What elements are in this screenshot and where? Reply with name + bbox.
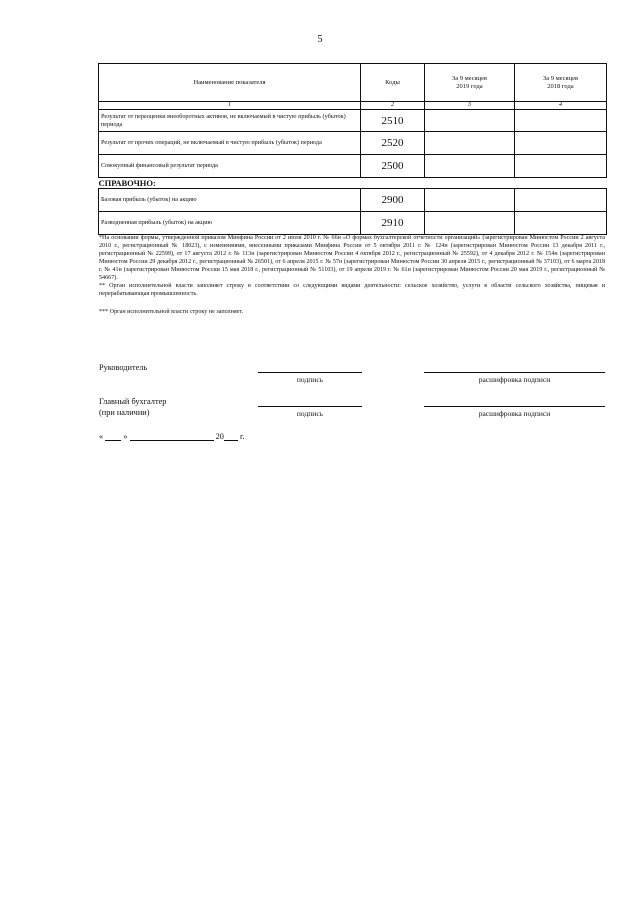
accountant-decoding-caption: расшифровка подписи bbox=[478, 409, 551, 418]
header-code: Коды bbox=[361, 64, 425, 102]
accountant-decoding-line[interactable] bbox=[424, 406, 605, 407]
header-period-prev: За 9 месяцев 2018 года bbox=[515, 64, 607, 102]
financial-results-table bbox=[98, 63, 607, 235]
row-name: Разводненная прибыль (убыток) на акцию bbox=[99, 212, 361, 235]
date-field bbox=[99, 432, 245, 441]
table-row bbox=[99, 212, 607, 235]
accountant-label-note: (при наличии) bbox=[99, 408, 150, 417]
head-decoding-line[interactable] bbox=[424, 372, 605, 373]
head-signature-caption: подпись bbox=[296, 375, 324, 384]
row-value-current[interactable] bbox=[425, 110, 515, 132]
table-row bbox=[99, 155, 607, 178]
col-number: 4 bbox=[515, 102, 607, 110]
row-value-prev[interactable] bbox=[515, 155, 607, 178]
row-code: 2500 bbox=[361, 155, 425, 178]
row-name: Базовая прибыль (убыток) на акцию bbox=[99, 189, 361, 212]
row-name: Результат от переоценки внеоборотных активов, не включаемый в чистую прибыль (убыток) периода bbox=[99, 110, 361, 132]
date-year-suffix: г. bbox=[240, 432, 245, 441]
row-value-current[interactable] bbox=[425, 132, 515, 155]
col-number: 1 bbox=[99, 102, 361, 110]
accountant-label: Главный бухгалтер bbox=[99, 397, 167, 406]
row-value-current[interactable] bbox=[425, 155, 515, 178]
row-value-current[interactable] bbox=[425, 189, 515, 212]
row-value-current[interactable] bbox=[425, 212, 515, 235]
row-name: Совокупный финансовый результат периода bbox=[99, 155, 361, 178]
date-day-blank[interactable] bbox=[105, 432, 121, 441]
accountant-signature-line[interactable] bbox=[258, 406, 362, 407]
table-row bbox=[99, 189, 607, 212]
row-code: 2910 bbox=[361, 212, 425, 235]
col-number: 2 bbox=[361, 102, 425, 110]
col-number: 3 bbox=[425, 102, 515, 110]
table-row bbox=[99, 132, 607, 155]
header-name: Наименование показателя bbox=[99, 64, 361, 102]
row-value-prev[interactable] bbox=[515, 212, 607, 235]
header-period-current: За 9 месяцев 2019 года bbox=[425, 64, 515, 102]
row-name: Результат от прочих операций, не включаемый в чистую прибыль (убыток) периода bbox=[99, 132, 361, 155]
row-code: 2510 bbox=[361, 110, 425, 132]
column-numbers-row bbox=[99, 102, 607, 110]
row-code: 2520 bbox=[361, 132, 425, 155]
date-month-blank[interactable] bbox=[130, 432, 214, 441]
table-row bbox=[99, 110, 607, 132]
head-decoding-caption: расшифровка подписи bbox=[478, 375, 551, 384]
row-value-prev[interactable] bbox=[515, 110, 607, 132]
date-open-quote: « bbox=[99, 432, 104, 441]
row-value-prev[interactable] bbox=[515, 132, 607, 155]
footnote-3: *** Орган исполнительной власти строку не заполняет. bbox=[99, 309, 244, 315]
date-close-quote: » bbox=[123, 432, 128, 441]
row-code: 2900 bbox=[361, 189, 425, 212]
date-year-prefix: 20 bbox=[215, 432, 224, 441]
accountant-signature-caption: подпись bbox=[296, 409, 324, 418]
row-value-prev[interactable] bbox=[515, 189, 607, 212]
head-label: Руководитель bbox=[99, 363, 148, 372]
date-year-blank[interactable] bbox=[224, 432, 238, 441]
section-title: СПРАВОЧНО: bbox=[99, 178, 607, 189]
section-row bbox=[99, 178, 607, 189]
page-number: 5 bbox=[317, 34, 323, 45]
footnote-1: *На основании формы, утвержденной приказом Минфина России от 2 июля 2010 г. № 66н «О формах бухгалтерской отчетности организаций» (зарегистрирован Минюстом России 2 августа 2010 г., регистрационный № 18023), с изменениями, внесенными приказами Минфина России от 5 октября 2011 г. № 124н (зарегистрирован Минюстом России 13 декабря 2011 г., регистрационный № 22599), от 17 августа 2012 г. № 113н (зарегистрирован Минюстом России 4 октября 2012 г., регистрационный № 25592), от 4 декабря 2012 г. № 154н (зарегистрирован Минюстом России 29 декабря 2012 г., регистрационный № 26501), от 6 апреля 2015 г. № 57н (зарегистрирован Минюстом России 30 апреля 2015 г., регистрационный № 37103), от 6 марта 2018 г. № 41н (зарегистрирован Минюстом России 15 мая 2018 г., регистрационный № 51103), от 19 апреля 2019 г. № 61н (зарегистрирован Минюстом России 20 мая 2019 г., регистрационный № 54667). bbox=[99, 235, 605, 281]
footnote-2: ** Орган исполнительной власти заполняет строку в соответствии со следующими видами деятельности: сельское хозяйство, услуги в области сельского хозяйства, пищевая и перерабатывающая промышленность. bbox=[99, 283, 605, 297]
footnotes bbox=[99, 234, 605, 316]
table-header-row bbox=[99, 64, 607, 102]
head-signature-line[interactable] bbox=[258, 372, 362, 373]
